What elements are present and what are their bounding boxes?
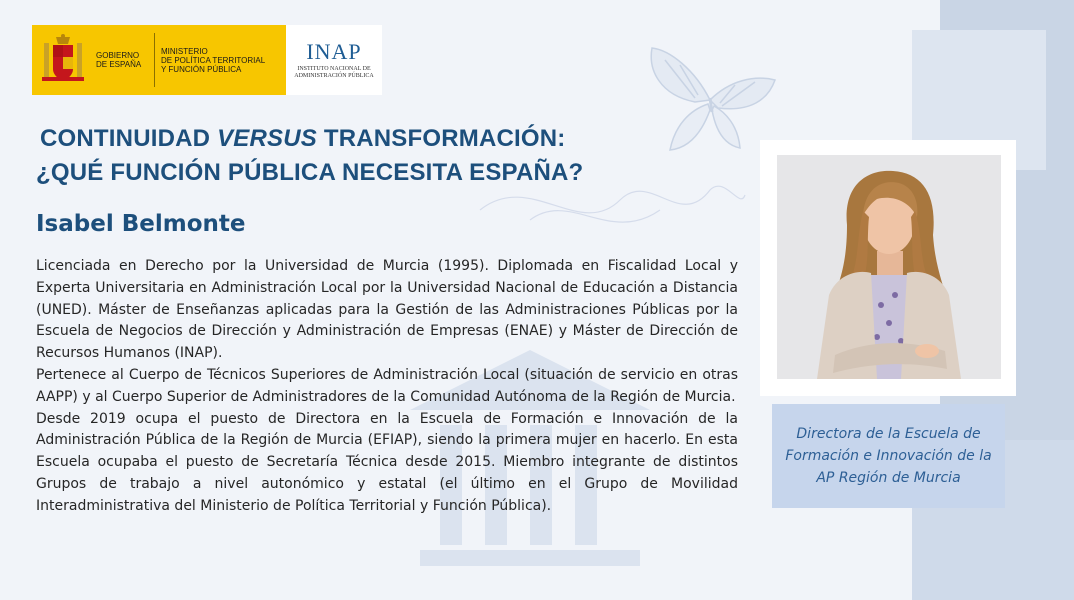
ministry-name: MINISTERIO DE POLÍTICA TERRITORIAL Y FUNCIÓN PÚBLICA — [161, 46, 266, 74]
bio-paragraph: Desde 2019 ocupa el puesto de Directora en la Escuela de Formación e Innovación de la Administración Pública de la Región de Murcia (EFIAP), siendo la primera mujer en hacerlo. En esta Escuela ocupaba el puesto de Secretaría Técnica desde 2015. Miembro integrante de distintos Grupos de trabajo a nivel autonómico y estatal (el último en el Grupo de Movilidad Interadministrativa del Ministerio de Política Territorial y Función Pública). — [36, 410, 738, 514]
government-logo — [32, 25, 286, 95]
title-italic: VERSUS — [217, 125, 317, 152]
speaker-role: Directora de la Escuela de Formación e Innovación de la AP Región de Murcia — [785, 426, 992, 486]
page-title — [36, 122, 584, 190]
title-part2: TRANSFORMACIÓN: — [316, 125, 566, 152]
inap-subtitle: INSTITUTO NACIONAL DE ADMINISTRACIÓN PÚBLICA — [294, 66, 374, 79]
government-name: GOBIERNO DE ESPAÑA — [96, 51, 142, 69]
inap-logo — [286, 25, 382, 95]
title-line2: ¿QUÉ FUNCIÓN PÚBLICA NECESITA ESPAÑA? — [36, 159, 584, 186]
portrait-illustration — [777, 155, 1001, 379]
spain-coat-of-arms-icon — [40, 33, 86, 87]
speaker-name: Isabel Belmonte — [36, 211, 246, 237]
institutional-logo-bar — [32, 25, 382, 95]
speaker-bio — [36, 256, 738, 518]
speaker-photo — [777, 155, 1001, 379]
bio-paragraph: Pertenece al Cuerpo de Técnicos Superiores de Administración Local (situación de servicio en otras AAPP) y al Cuerpo Superior de Administradores de la Comunidad Autónoma de la Región de Murcia. — [36, 366, 738, 405]
speaker-role-box — [772, 404, 1005, 508]
bio-paragraph: Licenciada en Derecho por la Universidad de Murcia (1995). Diplomada en Fiscalidad Local y Experta Universitaria en Administración Local por la Universidad Nacional de Educación a Distancia (UNED). Máster de Enseñanzas aplicadas para la Gestión de las Administraciones Públicas por la Escuela de Negocios de Dirección y Administración de Empresas (ENAE) y Máster de Dirección de Recursos Humanos (INAP). — [36, 258, 738, 362]
logo-divider — [154, 33, 155, 87]
title-part1: CONTINUIDAD — [40, 125, 218, 152]
butterfly-icon — [640, 40, 780, 160]
inap-wordmark: INAP — [306, 39, 362, 64]
